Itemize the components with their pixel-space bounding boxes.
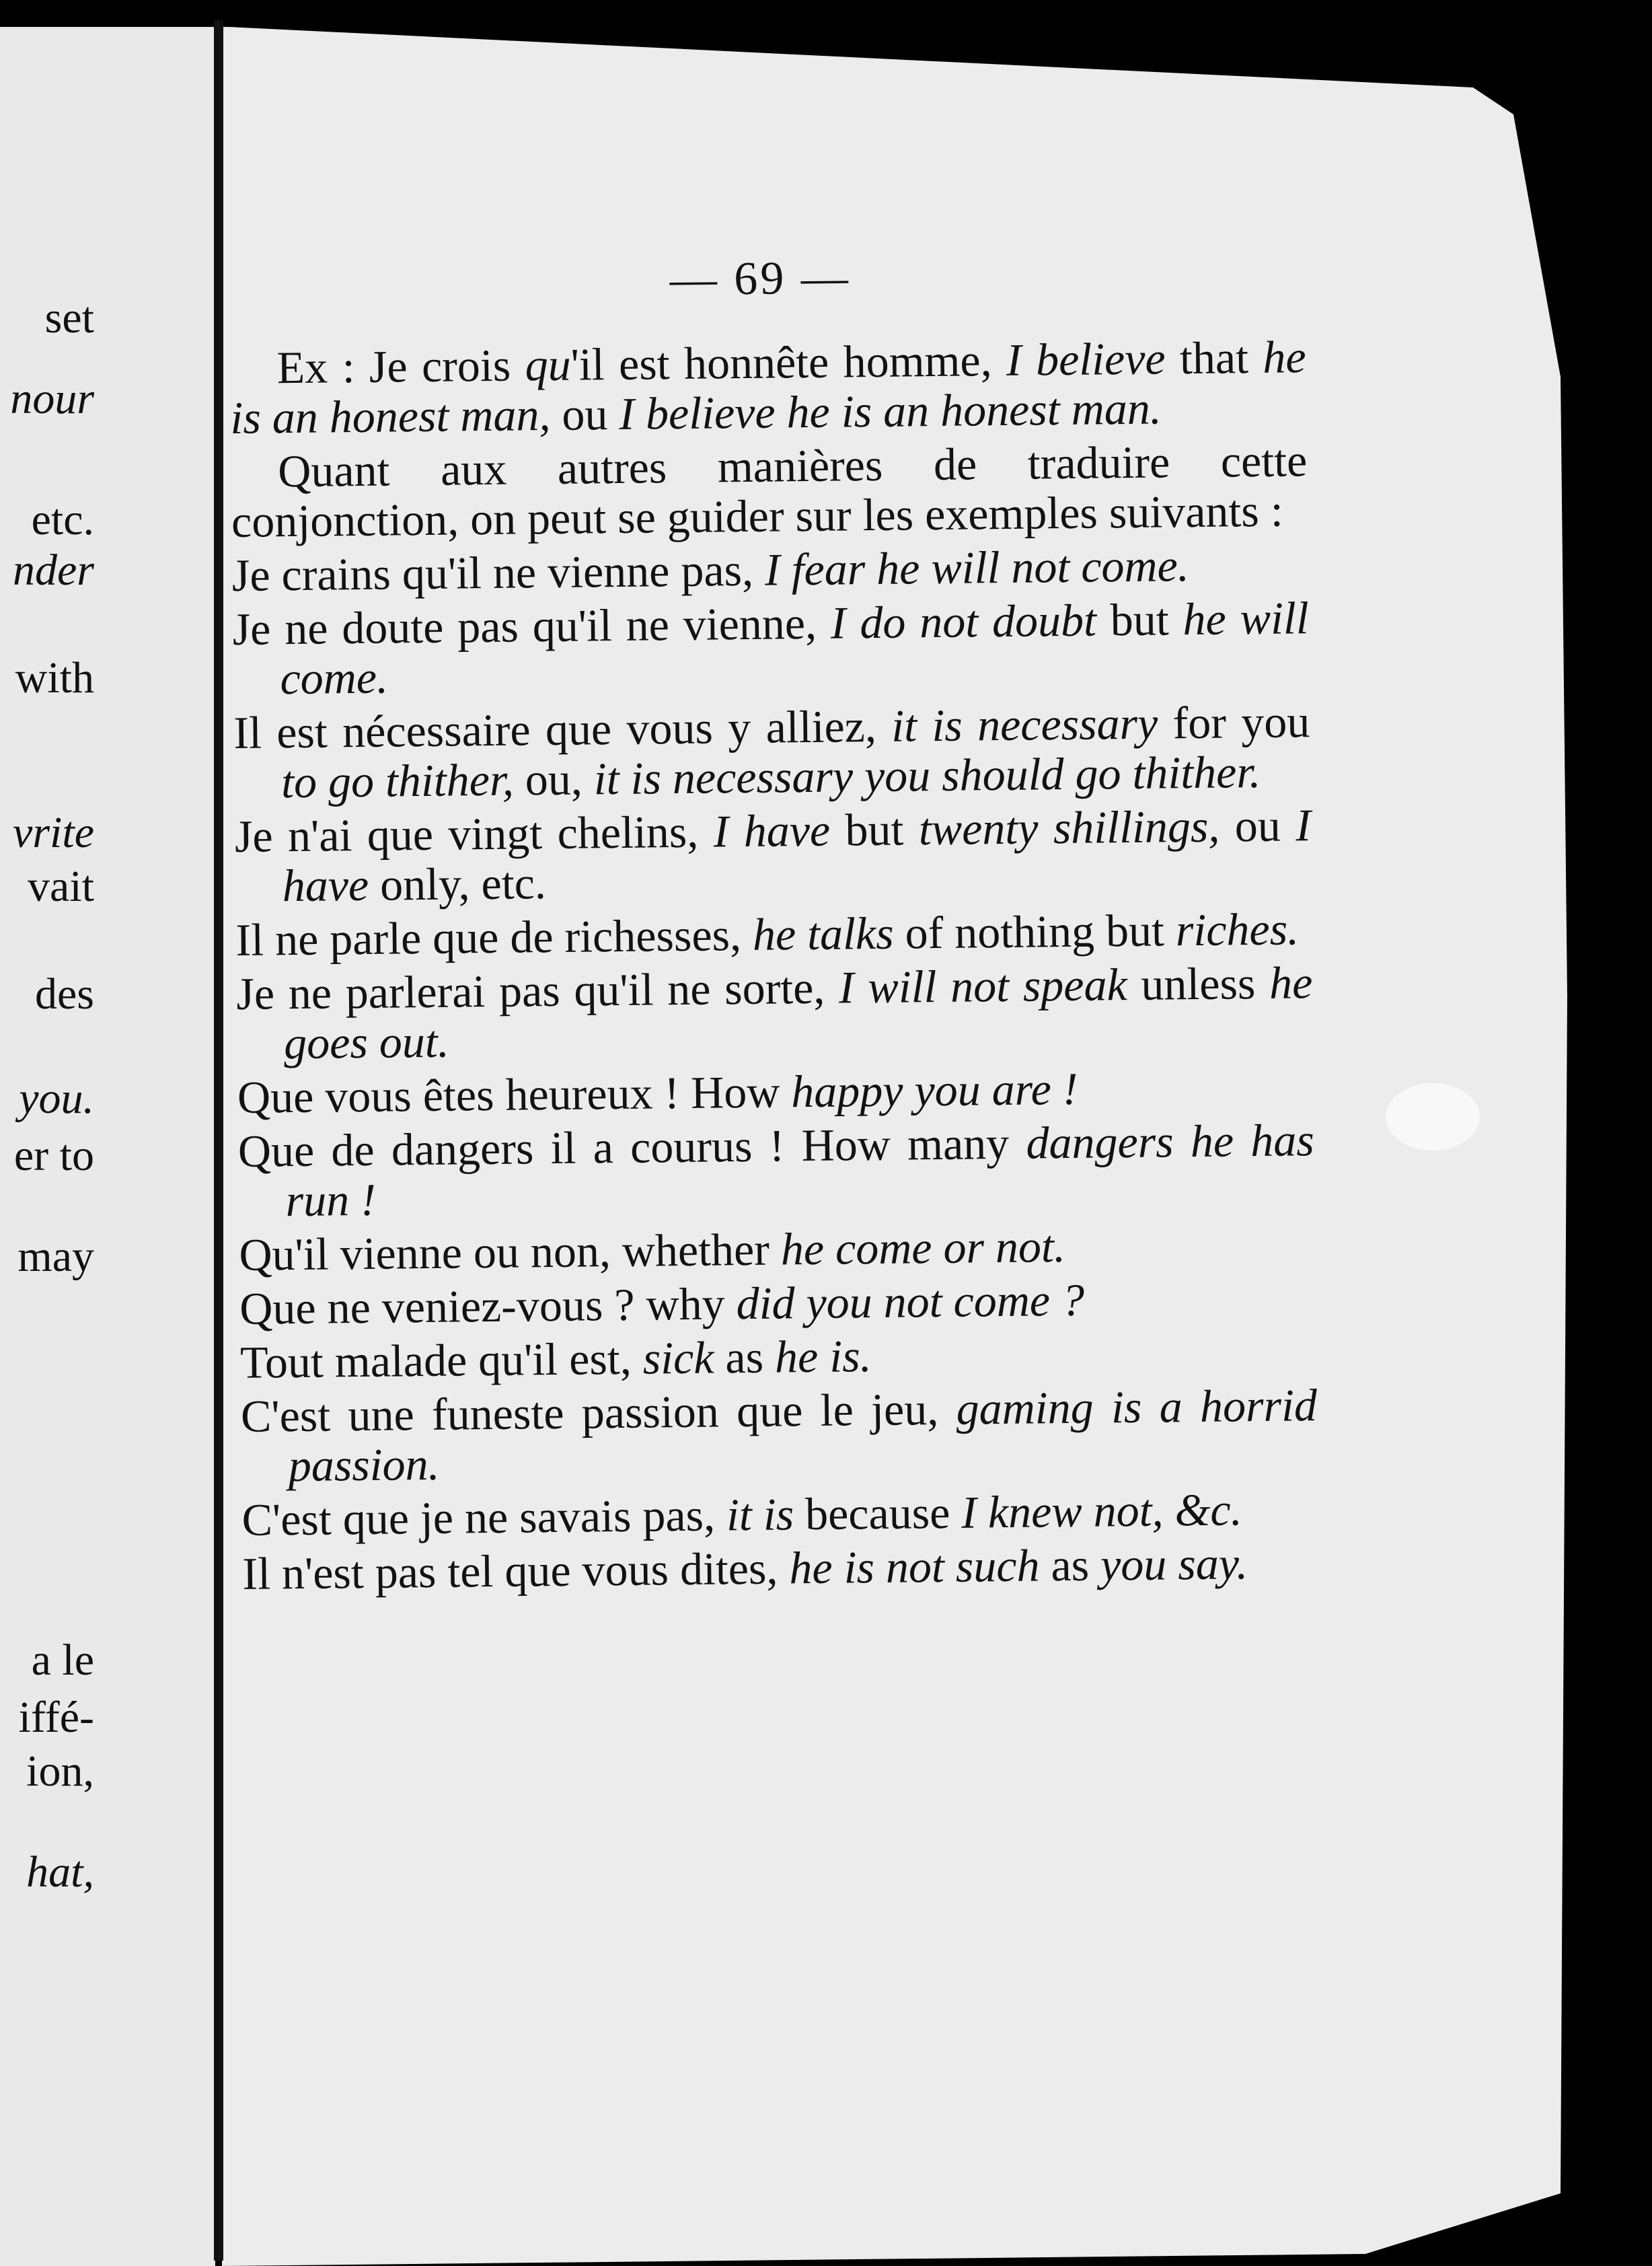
left-page-fragment: you. bbox=[19, 1074, 94, 1123]
text-segment: but bbox=[829, 803, 919, 856]
italic-segment: twenty shillings, bbox=[918, 800, 1220, 855]
text-entry bbox=[235, 800, 1312, 911]
italic-segment: he will come. bbox=[280, 592, 1310, 704]
italic-segment: he come or not. bbox=[780, 1220, 1066, 1275]
text-segment: Ex : Je crois bbox=[276, 339, 525, 394]
text-segment: Qu'il vienne ou non, whether bbox=[239, 1223, 782, 1280]
italic-segment: he is an honest man, bbox=[230, 331, 1306, 443]
italic-segment: gaming is a horrid passion. bbox=[288, 1379, 1318, 1492]
text-entry bbox=[236, 957, 1313, 1068]
text-segment: as bbox=[1039, 1539, 1101, 1591]
text-entry bbox=[242, 1537, 1319, 1599]
italic-segment: you say. bbox=[1100, 1537, 1248, 1591]
italic-segment: qu bbox=[525, 338, 571, 391]
italic-segment: did you not come ? bbox=[736, 1274, 1085, 1329]
text-entry bbox=[237, 1115, 1314, 1226]
text-segment: Il n'est pas tel que vous dites, bbox=[242, 1542, 790, 1599]
italic-segment: I do not doubt bbox=[830, 594, 1097, 649]
text-entry bbox=[229, 332, 1306, 443]
text-segment: Que vous êtes heureux ! How bbox=[237, 1066, 792, 1123]
left-page-fragment: iffé- bbox=[18, 1693, 94, 1742]
text-segment: ou bbox=[550, 388, 620, 441]
left-page-fragment: des bbox=[35, 970, 94, 1019]
left-page-fragment: may bbox=[17, 1232, 94, 1281]
left-page-fragment: hat, bbox=[26, 1848, 94, 1897]
text-segment: unless bbox=[1127, 957, 1270, 1011]
italic-segment: happy you are ! bbox=[790, 1062, 1078, 1118]
italic-segment: I have bbox=[713, 804, 831, 857]
text-entry bbox=[232, 593, 1309, 704]
text-entry bbox=[239, 1272, 1316, 1333]
text-segment: C'est une funeste passion que le jeu, bbox=[240, 1383, 956, 1442]
italic-segment: I believe he is an honest man. bbox=[619, 382, 1162, 439]
text-segment: Il est nécessaire que vous y alliez, bbox=[233, 700, 892, 758]
left-page-fragment: er to bbox=[13, 1131, 94, 1180]
italic-segment: dangers he has run ! bbox=[285, 1114, 1315, 1227]
text-segment: ou bbox=[1219, 799, 1296, 852]
italic-segment: I have bbox=[282, 799, 1312, 912]
italic-segment: I believe bbox=[1006, 332, 1166, 386]
text-segment: but bbox=[1096, 593, 1183, 646]
text-entry bbox=[241, 1380, 1318, 1491]
entries-list bbox=[229, 332, 1318, 1599]
page-number: — 69 — bbox=[669, 252, 852, 306]
left-page-fragment: vait bbox=[28, 862, 94, 911]
left-page-fragment: etc. bbox=[31, 495, 94, 544]
left-page-fragment: with bbox=[15, 653, 94, 702]
page-body bbox=[229, 250, 1319, 1603]
text-segment: only, etc. bbox=[368, 857, 547, 910]
left-page-fragment: ion, bbox=[26, 1747, 94, 1796]
text-segment: Que de dangers il a courus ! How many bbox=[237, 1117, 1026, 1177]
text-segment: 'il est honnête homme, bbox=[570, 334, 1007, 390]
italic-segment: I knew not, &c. bbox=[961, 1484, 1243, 1538]
text-segment: C'est que je ne savais pas, bbox=[241, 1489, 727, 1545]
italic-segment: sick bbox=[642, 1331, 714, 1384]
italic-segment: riches. bbox=[1175, 903, 1300, 956]
italic-segment: he is. bbox=[774, 1330, 872, 1383]
text-entry bbox=[235, 904, 1312, 965]
text-segment: Que ne veniez-vous ? why bbox=[239, 1278, 737, 1334]
left-page-fragment: nder bbox=[13, 546, 94, 595]
left-page-fragments bbox=[0, 0, 94, 2266]
left-page-fragment: vrite bbox=[13, 808, 94, 857]
text-segment: of nothing but bbox=[893, 904, 1176, 959]
text-segment: ou, bbox=[513, 753, 595, 805]
text-segment: Quant aux autres manières de traduire cette conjonction, on peut se guider sur les exemples suivants : bbox=[231, 435, 1308, 547]
text-entry bbox=[232, 539, 1309, 600]
text-entry bbox=[231, 435, 1308, 546]
text-entry bbox=[237, 1061, 1314, 1122]
left-page-fragment: nour bbox=[10, 374, 94, 423]
italic-segment: it is necessary bbox=[891, 697, 1158, 752]
italic-segment: it is bbox=[726, 1488, 794, 1541]
text-segment: Il ne parle que de richesses, bbox=[235, 908, 753, 965]
italic-segment: he goes out. bbox=[283, 957, 1313, 1069]
text-entry bbox=[239, 1218, 1316, 1280]
text-entry bbox=[241, 1484, 1318, 1545]
italic-segment: he talks bbox=[752, 907, 894, 960]
text-entry bbox=[233, 696, 1310, 807]
text-segment: for you bbox=[1157, 696, 1310, 749]
text-segment: that bbox=[1165, 331, 1263, 384]
gutter-line bbox=[214, 20, 223, 2261]
text-segment: Je n'ai que vingt chelins, bbox=[234, 805, 714, 862]
text-segment: Je ne doute pas qu'il ne vienne, bbox=[232, 597, 831, 655]
italic-segment: he is not such bbox=[789, 1539, 1040, 1594]
text-segment: Je crains qu'il ne vienne pas, bbox=[231, 544, 765, 601]
text-segment: because bbox=[793, 1486, 962, 1540]
text-entry bbox=[240, 1326, 1317, 1387]
text-segment: as bbox=[714, 1331, 776, 1383]
italic-segment: I fear he will not come. bbox=[764, 540, 1190, 595]
italic-segment: I will not speak bbox=[838, 959, 1128, 1013]
text-segment: Je ne parlerai pas qu'il ne sorte, bbox=[236, 961, 839, 1019]
left-page-fragment: a le bbox=[31, 1636, 94, 1685]
italic-segment: it is necessary you should go thither. bbox=[593, 745, 1261, 805]
paper-blemish bbox=[1386, 1083, 1480, 1150]
text-segment: Tout malade qu'il est, bbox=[239, 1332, 644, 1388]
italic-segment: to go thither, bbox=[280, 754, 515, 808]
left-page-fragment: set bbox=[44, 293, 94, 342]
